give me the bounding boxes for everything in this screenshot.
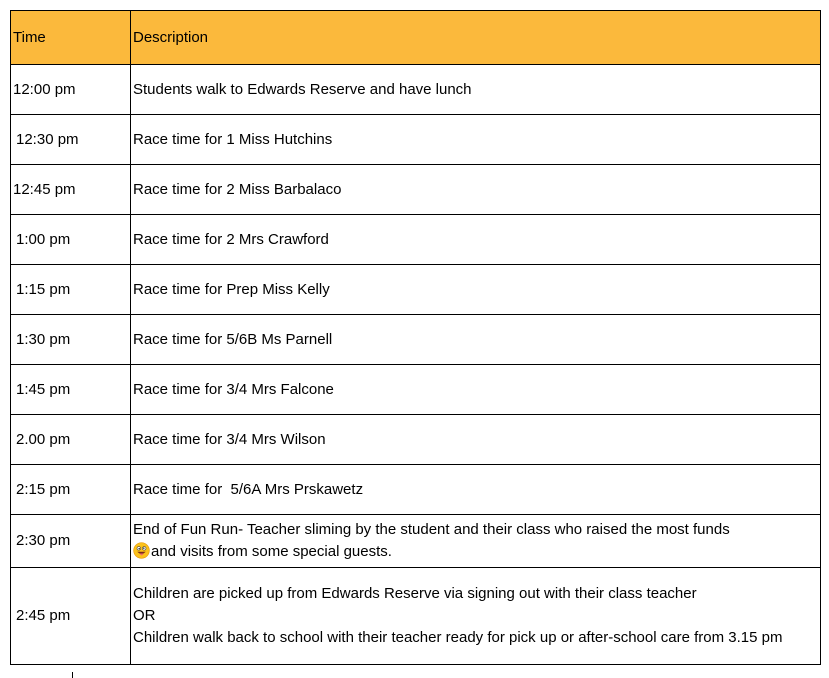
description-cell xyxy=(131,515,821,568)
description-cell: Race time for 2 Mrs Crawford xyxy=(131,215,821,265)
table-header-row xyxy=(11,11,821,65)
table-row xyxy=(11,465,821,515)
description-cell: Race time for 3/4 Mrs Wilson xyxy=(131,415,821,465)
time-cell: 2:45 pm xyxy=(11,568,131,665)
time-cell: 1:00 pm xyxy=(11,215,131,265)
time-cell: 1:15 pm xyxy=(11,265,131,315)
table-row xyxy=(11,265,821,315)
time-cell: 2:30 pm xyxy=(11,515,131,568)
table-row xyxy=(11,315,821,365)
description-cell: Race time for 5/6A Mrs Prskawetz xyxy=(131,465,821,515)
time-cell: 2.00 pm xyxy=(11,415,131,465)
description-cell: Race time for 1 Miss Hutchins xyxy=(131,115,821,165)
table-row xyxy=(11,215,821,265)
text-cursor-mark xyxy=(72,672,73,678)
table-row xyxy=(11,165,821,215)
table-row xyxy=(11,568,821,665)
time-column-header: Time xyxy=(11,11,131,65)
time-cell: 1:45 pm xyxy=(11,365,131,415)
time-cell: 2:15 pm xyxy=(11,465,131,515)
description-line: OR xyxy=(133,607,156,624)
time-cell: 12:00 pm xyxy=(11,65,131,115)
time-cell: 12:45 pm xyxy=(11,165,131,215)
table-row xyxy=(11,115,821,165)
description-line: End of Fun Run- Teacher sliming by the student and their class who raised the most funds xyxy=(133,521,730,538)
table-row xyxy=(11,65,821,115)
description-line: Children walk back to school with their teacher ready for pick up or after-school care from 3.15 pm xyxy=(133,629,783,646)
description-cell: Race time for 2 Miss Barbalaco xyxy=(131,165,821,215)
table-row xyxy=(11,515,821,568)
table-row xyxy=(11,415,821,465)
description-cell: Students walk to Edwards Reserve and have lunch xyxy=(131,65,821,115)
time-cell: 1:30 pm xyxy=(11,315,131,365)
description-line: and visits from some special guests. xyxy=(133,541,820,563)
time-cell: 12:30 pm xyxy=(11,115,131,165)
grinning-tongue-face-icon xyxy=(133,542,150,559)
description-cell: Race time for Prep Miss Kelly xyxy=(131,265,821,315)
description-column-header: Description xyxy=(131,11,821,65)
schedule-table xyxy=(10,10,821,665)
description-line: Children are picked up from Edwards Reserve via signing out with their class teacher xyxy=(133,585,697,602)
table-row xyxy=(11,365,821,415)
description-cell: Race time for 3/4 Mrs Falcone xyxy=(131,365,821,415)
description-cell: Race time for 5/6B Ms Parnell xyxy=(131,315,821,365)
description-cell xyxy=(131,568,821,665)
